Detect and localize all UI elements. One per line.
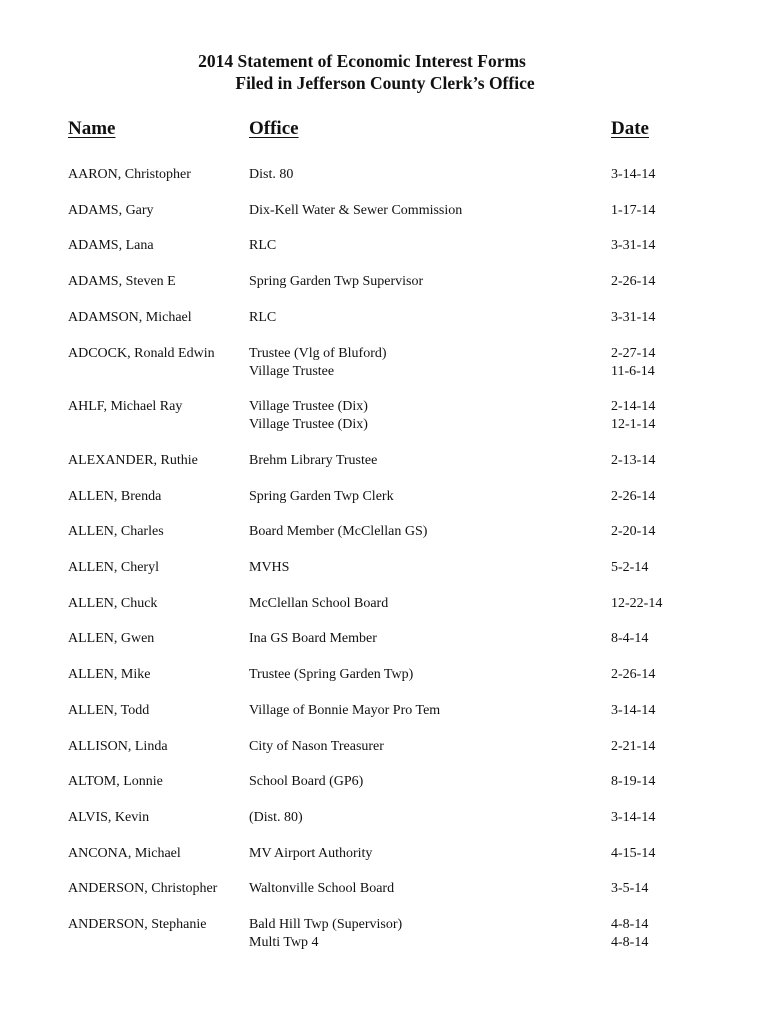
- office-cell: [249, 237, 276, 255]
- office-value: Dist. 80: [249, 167, 294, 182]
- date-cell: [611, 202, 655, 220]
- date-cell: [611, 809, 655, 827]
- column-header-office: Office: [249, 118, 299, 139]
- office-cell: [249, 809, 303, 827]
- office-cell: [249, 916, 402, 952]
- filer-name: ADAMS, Gary: [68, 202, 154, 218]
- office-value: Dix-Kell Water & Sewer Commission: [249, 202, 463, 218]
- date-value: 4-15-14: [611, 845, 656, 861]
- office-cell: [249, 559, 289, 577]
- date-value: 3-31-14: [611, 238, 656, 254]
- date-cell: [611, 738, 655, 756]
- date-cell: [611, 345, 655, 381]
- office-value: Multi Twp 4: [249, 935, 319, 950]
- date-cell: [611, 523, 655, 541]
- office-value: School Board (GP6): [249, 774, 364, 790]
- office-value: Brehm Library Trustee: [249, 452, 378, 468]
- filer-name: ALTOM, Lonnie: [68, 774, 163, 790]
- filer-name: ALLEN, Mike: [68, 667, 151, 683]
- office-value: (Dist. 80): [249, 809, 303, 825]
- date-cell: [611, 273, 655, 291]
- date-value: 3-31-14: [611, 309, 656, 325]
- date-value: 3-14-14: [611, 167, 656, 182]
- date-cell: [611, 630, 648, 648]
- column-header-date: Date: [611, 118, 649, 139]
- office-value: Ina GS Board Member: [249, 631, 377, 647]
- filer-name: AHLF, Michael Ray: [68, 399, 183, 415]
- office-value: Bald Hill Twp (Supervisor): [249, 917, 403, 932]
- filer-name: ADAMS, Lana: [68, 238, 154, 254]
- date-value: 2-14-14: [611, 399, 656, 415]
- office-cell: [249, 595, 388, 613]
- title-line-2: Filed in Jefferson County Clerk’s Office: [235, 73, 535, 93]
- date-cell: [611, 398, 655, 434]
- date-cell: [611, 880, 648, 898]
- document-title: [0, 50, 770, 94]
- filer-name: ANDERSON, Stephanie: [68, 917, 207, 932]
- office-cell: [249, 202, 462, 220]
- office-cell: [249, 702, 440, 720]
- column-header-name: Name: [68, 118, 116, 139]
- filer-name: ALLEN, Chuck: [68, 595, 158, 611]
- date-value: 12-1-14: [611, 417, 656, 433]
- date-value: 3-14-14: [611, 702, 656, 718]
- office-value: Village Trustee (Dix): [249, 399, 368, 415]
- date-value: 11-6-14: [611, 363, 655, 379]
- office-cell: [249, 398, 368, 434]
- filer-name: ANDERSON, Christopher: [68, 881, 218, 897]
- filer-name: ALLISON, Linda: [68, 738, 168, 754]
- title-line-1: 2014 Statement of Economic Interest Forms: [198, 51, 526, 71]
- filer-name: ALVIS, Kevin: [68, 809, 150, 825]
- date-value: 1-17-14: [611, 202, 656, 218]
- date-value: 2-21-14: [611, 738, 656, 754]
- office-value: Trustee (Spring Garden Twp): [249, 667, 414, 683]
- filer-name: ALLEN, Todd: [68, 702, 150, 718]
- filer-name: AARON, Christopher: [68, 167, 191, 182]
- office-value: Village Trustee: [249, 363, 335, 379]
- office-value: City of Nason Treasurer: [249, 738, 384, 754]
- filer-name: ALLEN, Charles: [68, 524, 164, 540]
- date-value: 2-26-14: [611, 667, 656, 683]
- filer-name: ANCONA, Michael: [68, 845, 181, 861]
- date-cell: [611, 595, 662, 613]
- date-value: 8-19-14: [611, 774, 656, 790]
- date-value: 3-14-14: [611, 809, 656, 825]
- office-cell: [249, 452, 377, 470]
- date-cell: [611, 559, 648, 577]
- date-value: 2-26-14: [611, 488, 656, 504]
- filer-name: ALEXANDER, Ruthie: [68, 452, 198, 468]
- office-value: MVHS: [249, 560, 290, 575]
- date-cell: [611, 166, 655, 184]
- office-cell: [249, 630, 377, 648]
- office-value: McClellan School Board: [249, 595, 389, 611]
- filer-name: ADAMS, Steven E: [68, 274, 176, 290]
- office-cell: [249, 738, 384, 756]
- date-value: 2-27-14: [611, 345, 656, 361]
- filer-name: ADAMSON, Michael: [68, 309, 192, 325]
- office-cell: [249, 273, 423, 291]
- filer-name: ADCOCK, Ronald Edwin: [68, 345, 215, 361]
- date-value: 2-13-14: [611, 452, 656, 468]
- date-value: 3-5-14: [611, 881, 649, 897]
- office-value: Waltonville School Board: [249, 881, 395, 897]
- date-cell: [611, 488, 655, 506]
- date-cell: [611, 452, 655, 470]
- date-value: 4-8-14: [611, 917, 649, 932]
- office-value: Trustee (Vlg of Bluford): [249, 345, 387, 361]
- date-cell: [611, 845, 655, 863]
- office-cell: [249, 523, 427, 541]
- date-value: 4-8-14: [611, 935, 649, 950]
- office-value: Spring Garden Twp Supervisor: [249, 274, 424, 290]
- date-cell: [611, 916, 648, 952]
- office-value: Village Trustee (Dix): [249, 417, 368, 433]
- date-value: 2-20-14: [611, 524, 656, 540]
- date-cell: [611, 309, 655, 327]
- date-value: 12-22-14: [611, 595, 663, 611]
- date-cell: [611, 702, 655, 720]
- date-value: 5-2-14: [611, 560, 649, 575]
- office-value: MV Airport Authority: [249, 845, 373, 861]
- date-cell: [611, 666, 655, 684]
- office-value: Board Member (McClellan GS): [249, 524, 428, 540]
- office-cell: [249, 773, 363, 791]
- office-cell: [249, 488, 394, 506]
- date-cell: [611, 773, 655, 791]
- office-cell: [249, 666, 413, 684]
- office-cell: [249, 345, 387, 381]
- filer-name: ALLEN, Brenda: [68, 488, 162, 504]
- date-value: 8-4-14: [611, 631, 649, 647]
- filer-name: ALLEN, Gwen: [68, 631, 155, 647]
- office-value: RLC: [249, 238, 277, 254]
- office-cell: [249, 309, 276, 327]
- date-cell: [611, 237, 655, 255]
- office-value: Spring Garden Twp Clerk: [249, 488, 394, 504]
- office-cell: [249, 166, 293, 184]
- office-value: Village of Bonnie Mayor Pro Tem: [249, 702, 441, 718]
- date-value: 2-26-14: [611, 274, 656, 290]
- filer-name: ALLEN, Cheryl: [68, 560, 159, 575]
- office-value: RLC: [249, 309, 277, 325]
- office-cell: [249, 845, 372, 863]
- office-cell: [249, 880, 394, 898]
